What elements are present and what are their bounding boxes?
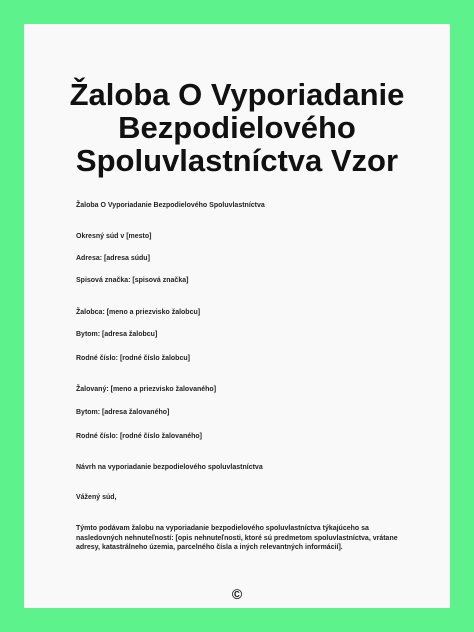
salutation-line: Vážený súd,: [76, 494, 117, 501]
defendant-line: Žalovaný: [meno a priezvisko žalovaného]: [76, 386, 217, 393]
plaintiff-birth-number-line: Rodné číslo: [rodné číslo žalobcu]: [76, 355, 190, 362]
proposal-line: Návrh na vyporiadanie bezpodielového spoluvlastníctva: [76, 464, 263, 471]
defendant-birth-number-line: Rodné číslo: [rodné číslo žalovaného]: [76, 433, 203, 440]
body-paragraph: Týmto podávam žalobu na vyporiadanie bezpodielového spoluvlastníctva týkajúceho sa nasledovných nehnuteľností: [opis nehnuteľnosti, ktoré sú predmetom spoluvlastníctva, vrátane adresy, katastrálneho územia, parcelného čísla a iných relevantných informácií].: [76, 525, 398, 551]
document-subtitle: Žaloba O Vyporiadanie Bezpodielového Spoluvlastníctva: [76, 202, 265, 209]
file-number-line: Spisová značka: [spisová značka]: [76, 277, 189, 284]
page-title: Žaloba O Vyporiadanie Bezpodielového Spoluvlastníctva Vzor: [69, 77, 405, 178]
document-page: [24, 24, 450, 608]
copyright-icon: ©: [231, 586, 243, 602]
defendant-residence-line: Bytom: [adresa žalovaného]: [76, 409, 170, 416]
plaintiff-line: Žalobca: [meno a priezvisko žalobcu]: [76, 309, 201, 316]
court-address-line: Adresa: [adresa súdu]: [76, 255, 150, 262]
court-line: Okresný súd v [mesto]: [76, 233, 152, 240]
plaintiff-residence-line: Bytom: [adresa žalobcu]: [76, 331, 158, 338]
